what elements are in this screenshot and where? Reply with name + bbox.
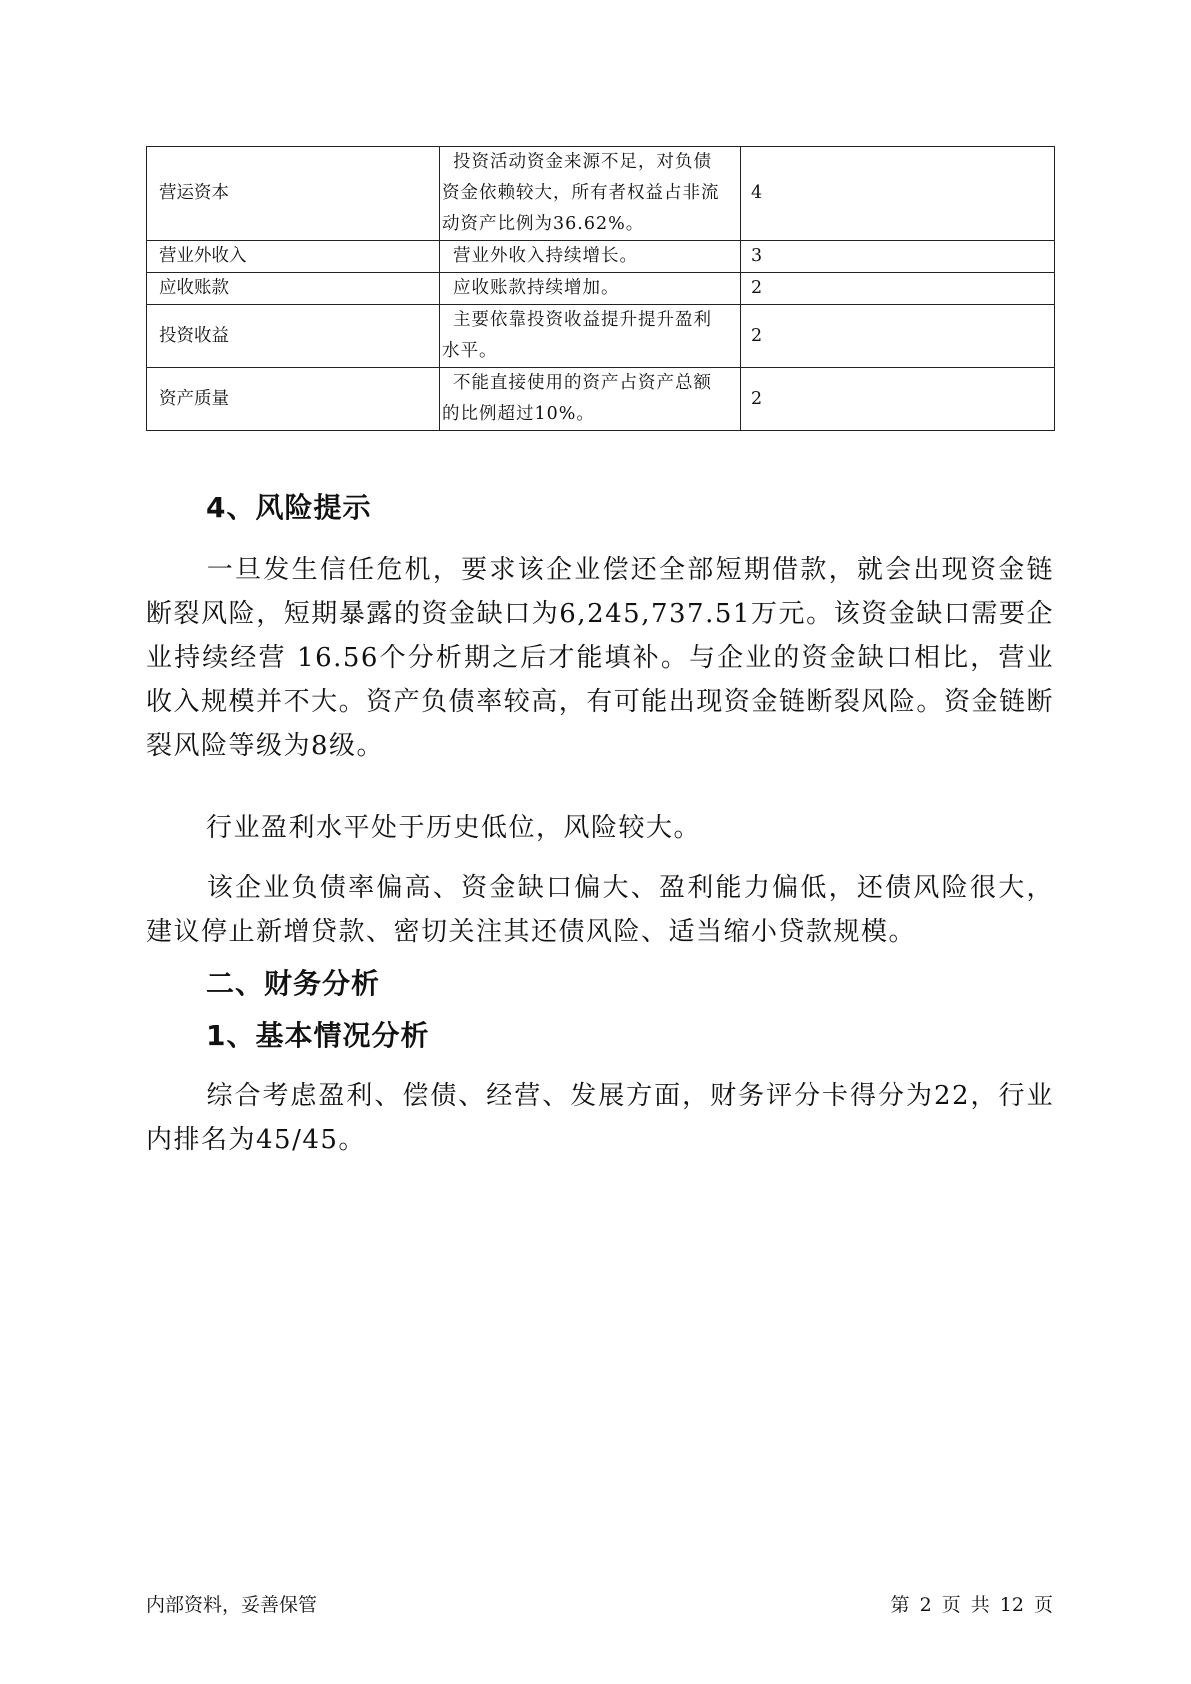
footer-confidential-note: 内部资料，妥善保管 (146, 1594, 318, 1616)
description-line: 主要依靠投资收益提升提升盈利 (453, 310, 712, 330)
basic-analysis-paragraph: 综合考虑盈利、偿债、经营、发展方面，财务评分卡得分为22，行业内排名为45/45。 (146, 1081, 1054, 1155)
description-line: 应收账款持续增加。 (453, 278, 620, 298)
risk-description-cell (440, 147, 741, 241)
table-row (147, 368, 1055, 431)
finance-heading: 二、财务分析 (206, 967, 381, 1000)
table-row (147, 147, 1055, 241)
risk-item-cell: 资产质量 (147, 368, 440, 431)
description-line: 不能直接使用的资产占资产总额 (453, 373, 712, 393)
risk-description-cell (440, 305, 741, 368)
footer-page-number: 第 2 页 共 12 页 (890, 1594, 1053, 1616)
risk-table-body (147, 147, 1055, 431)
risk-item-cell: 营业外收入 (147, 241, 440, 273)
description-line: 的比例超过10%。 (442, 404, 595, 424)
table-row (147, 273, 1055, 305)
risk-factor-table (146, 146, 1055, 431)
risk-description-cell (440, 241, 741, 273)
risk-paragraph-3: 该企业负债率偏高、资金缺口偏大、盈利能力偏低，还债风险很大，建议停止新增贷款、密切关注其还债风险、适当缩小贷款规模。 (146, 873, 1054, 947)
risk-paragraph-1: 一旦发生信任危机，要求该企业偿还全部短期借款，就会出现资金链断裂风险，短期暴露的资金缺口为6,245,737.51万元。该资金缺口需要企业持续经营 16.56个分析期之后才能填补。与企业的资金缺口相比，营业收入规模并不大。资产负债率较高，有可能出现资金链断裂风险。资金链断裂风险等级为8级。 (146, 555, 1054, 761)
description-line: 投资活动资金来源不足，对负债 (453, 152, 712, 172)
basic-analysis-heading: 1、基本情况分析 (206, 1019, 430, 1052)
description-line: 资金依赖较大，所有者权益占非流 (442, 183, 720, 203)
risk-item-cell: 应收账款 (147, 273, 440, 305)
risk-description-cell (440, 368, 741, 431)
risk-score-cell: 2 (741, 305, 1055, 368)
risk-item-cell: 投资收益 (147, 305, 440, 368)
description-line: 水平。 (442, 341, 498, 361)
risk-score-cell: 4 (741, 147, 1055, 241)
risk-item-cell: 营运资本 (147, 147, 440, 241)
description-line: 动资产比例为36.62%。 (442, 214, 645, 234)
risk-description-cell (440, 273, 741, 305)
risk-paragraph-2: 行业盈利水平处于历史低位，风险较大。 (206, 813, 702, 843)
description-line: 营业外收入持续增长。 (453, 246, 638, 266)
risk-score-cell: 2 (741, 273, 1055, 305)
risk-score-cell: 3 (741, 241, 1055, 273)
table-row (147, 305, 1055, 368)
risk-heading: 4、风险提示 (206, 491, 372, 524)
table-row (147, 241, 1055, 273)
risk-score-cell: 2 (741, 368, 1055, 431)
